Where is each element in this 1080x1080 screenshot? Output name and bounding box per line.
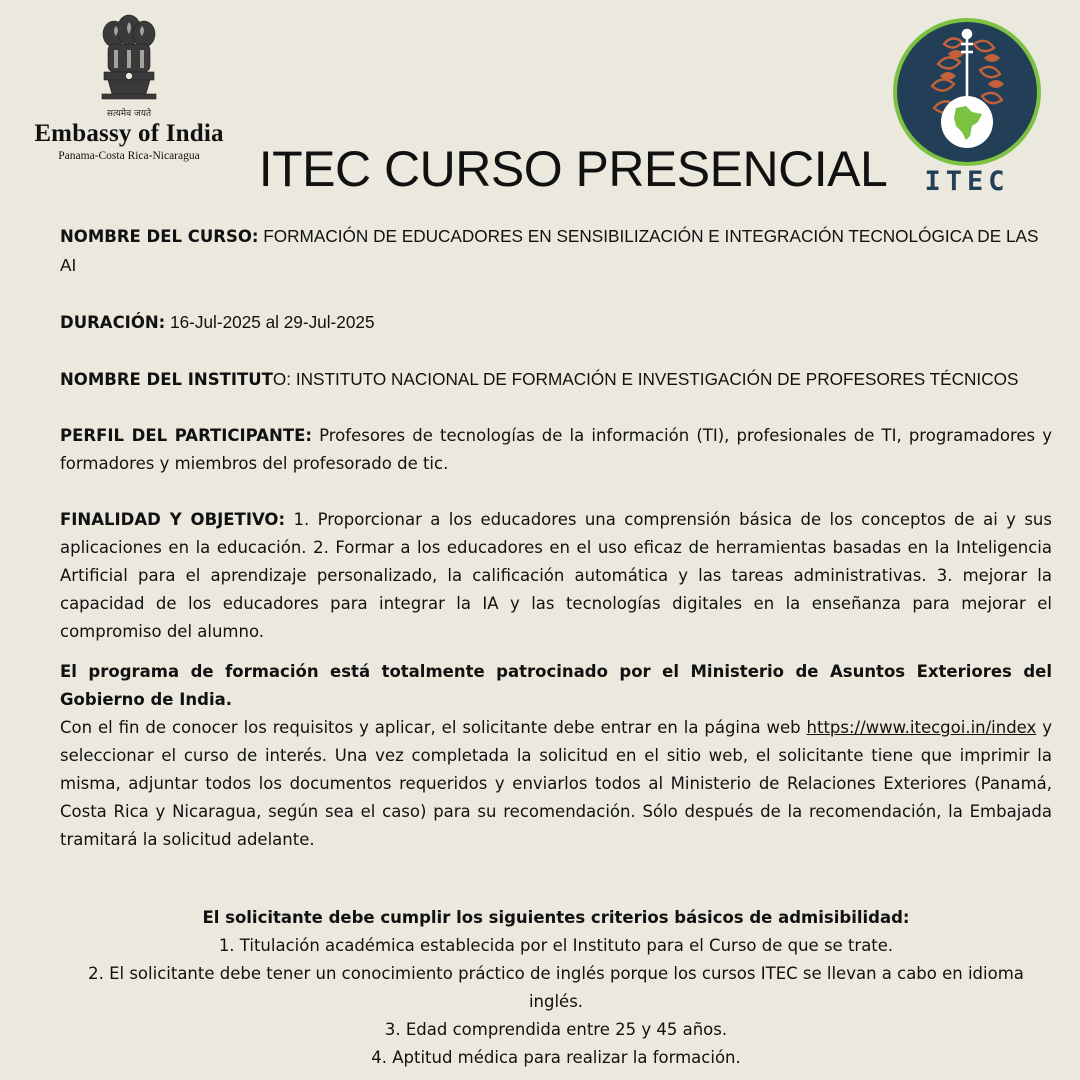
duration-value: 16-Jul-2025 al 29-Jul-2025 <box>165 312 375 332</box>
course-name-value: FORMACIÓN DE EDUCADORES EN SENSIBILIZACIÓN E INTEGRACIÓN TECNOLÓGICA DE LAS AI <box>60 226 1039 275</box>
sponsorship-text: El programa de formación está totalmente patrocinado por el Ministerio de Asuntos Exteriores del Gobierno de India. <box>60 662 1052 709</box>
institute-name <box>60 365 1052 394</box>
sponsorship-note <box>60 658 1052 714</box>
itec-website-link[interactable]: https://www.itecgoi.in/index <box>806 718 1037 737</box>
objective-label: FINALIDAD Y OBJETIVO: <box>60 510 286 529</box>
criteria-item: 2. El solicitante debe tener un conocimiento práctico de inglés porque los cursos ITEC se llevan a cabo en idioma inglés. <box>88 964 1024 1011</box>
embassy-name: Embassy of India <box>34 120 224 147</box>
page-title: ITEC CURSO PRESENCIAL <box>258 141 888 197</box>
application-text-before: Con el fin de conocer los requisitos y aplicar, el solicitante debe entrar en la página web <box>60 718 807 737</box>
objective <box>60 506 1052 646</box>
eligibility-criteria <box>60 904 1052 1072</box>
course-name <box>60 222 1052 280</box>
criteria-item: 1. Titulación académica establecida por el Instituto para el Curso de que se trate. <box>218 936 894 955</box>
course-details <box>60 222 1052 854</box>
criteria-item: 4. Aptitud médica para realizar la formación. <box>371 1048 741 1067</box>
criteria-heading <box>60 904 1052 932</box>
application-text-after: y seleccionar el curso de interés. Una vez completada la solicitud en el sitio web, el solicitante tiene que imprimir la misma, adjuntar todos los documentos requeridos y enviarlos todos al Ministerio de Relaciones Exteriores (Panamá, Costa Rica y Nicaragua, según sea el caso) para su recomendación. Sólo después de la recomendación, la Embajada tramitará la solicitud adelante. <box>60 718 1052 849</box>
profile-label: PERFIL DEL PARTICIPANTE: <box>60 426 312 445</box>
course-duration <box>60 308 1052 337</box>
institute-value: O: INSTITUTO NACIONAL DE FORMACIÓN E INVESTIGACIÓN DE PROFESORES TÉCNICOS <box>272 369 1019 389</box>
institute-label: NOMBRE DEL INSTITUT <box>60 370 273 389</box>
profile-value: Profesores de tecnologías de la información (TI), profesionales de TI, programadores y formadores y miembros del profesorado de tic. <box>60 426 1053 473</box>
application-instructions <box>60 714 1052 854</box>
objective-value: 1. Proporcionar a los educadores una comprensión básica de los conceptos de ai y sus aplicaciones en la educación. 2. Formar a los educadores en el uso eficaz de herramientas basadas en la Inteligencia Artificial para el aprendizaje personalizado, la calificación automática y las tareas administrativas. 3. mejorar la capacidad de los educadores para integrar la IA y las tecnologías digitales en la enseñanza para mejorar el compromiso del alumno. <box>60 510 1052 641</box>
criteria-heading-text: El solicitante debe cumplir los siguientes criterios básicos de admisibilidad: <box>202 908 910 927</box>
course-name-label: NOMBRE DEL CURSO: <box>60 227 259 246</box>
hindi-motto: सत्यमेव जयते <box>106 109 152 119</box>
criteria-item: 3. Edad comprendida entre 25 y 45 años. <box>384 1020 728 1039</box>
itec-wordmark: ITEC <box>924 166 1010 197</box>
duration-label: DURACIÓN: <box>60 313 166 332</box>
lion-capital-emblem-icon <box>94 14 164 106</box>
embassy-subtitle: Panama-Costa Rica-Nicaragua <box>58 150 200 162</box>
participant-profile <box>60 422 1052 478</box>
